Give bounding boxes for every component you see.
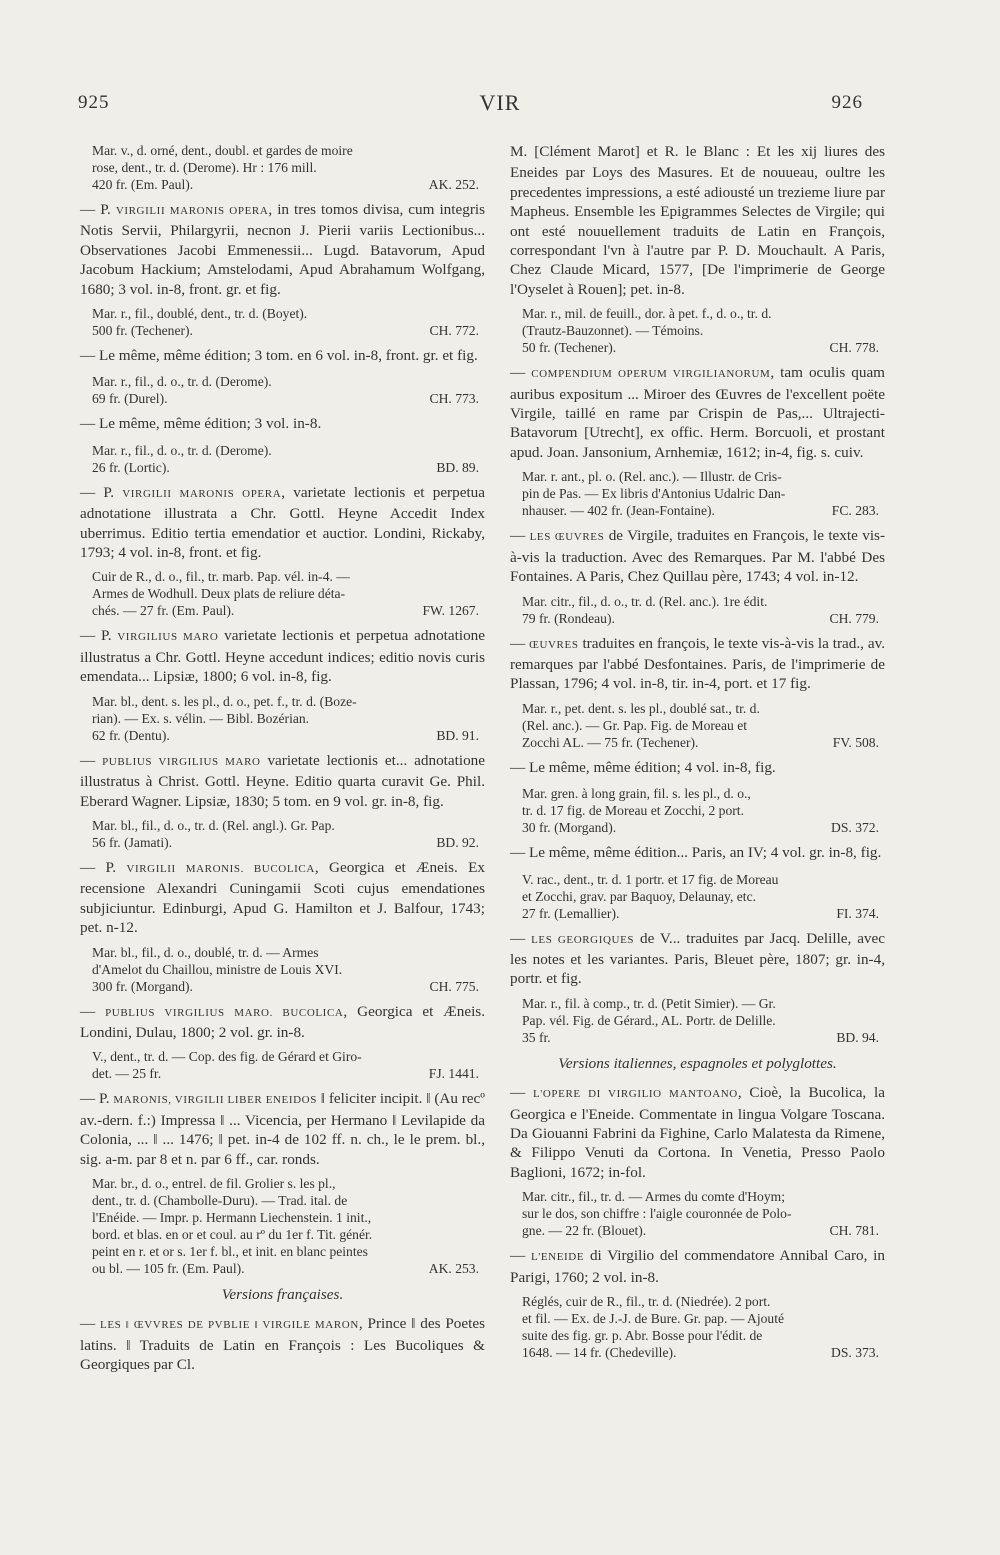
sale-reference: FW. 1267.: [422, 603, 479, 619]
note-line: Mar. r., fil., d. o., tr. d. (Derome).: [92, 374, 272, 390]
sale-price: chés. — 27 fr. (Em. Paul).: [92, 603, 235, 619]
sale-reference: AK. 253.: [428, 1260, 479, 1276]
entry-text: , Prince ‖ des Poetes latins. ‖ Traduits de Latin en François : Les Bucoliques & Georgiques par Cl.: [80, 1315, 485, 1374]
sale-reference: CH. 773.: [429, 391, 479, 407]
note-line: Mar. r., mil. de feuill., dor. à pet. f., d. o., tr. d.: [522, 306, 772, 322]
note-sale-row: [522, 734, 885, 751]
entry-text: , Georgica et Æneis. Londini, Dulau, 1800; 2 vol. gr. in-8.: [80, 1002, 485, 1041]
sale-price: 35 fr.: [522, 1029, 551, 1045]
entry-text: , varietate lectionis et perpetua adnotatione illustrata a Chr. Gottl. Heyne Accedit Index uberrimus. Editio tertia emendatior et auctior. Londini, Rickaby, 1793; 4 vol. in-8, front. et fig.: [80, 483, 486, 562]
entry-text: di Virgilio del commendatore Annibal Caro, in Parigi, 1760; 2 vol. in-8.: [510, 1247, 885, 1286]
note-sale-row: [522, 819, 885, 836]
entry-text: , in tres tomos divisa, cum integris Notis Servii, Philargyrii, necnon J. Pierii variis Lectionibus... Observationes Jacobi Emmenessii... Lugd. Batavorum, Apud Jacobum Hackium; Amstelodami, Apud Abrahamum Wolfgang, 1680; 3 vol. in-8, front. gr. et fig.: [80, 201, 486, 298]
sale-reference: DS. 373.: [831, 1345, 879, 1360]
entry-lead: — P.: [80, 1090, 114, 1108]
note-sale-row: [522, 1222, 885, 1239]
sale-reference: BD. 89.: [436, 459, 479, 475]
entry-text: traduites en françois, le texte vis-à-vis la trad., av. remarques par l'abbé Desfontaines. Paris, de l'imprimerie de Plassan, 1796; 4 vol. in-8, tir. in-4, port. et 17 fig.: [510, 634, 886, 693]
note-line: Mar. citr., fil., tr. d. — Armes du comte d'Hoym;: [522, 1189, 785, 1205]
note-line: V., dent., tr. d. — Cop. des fig. de Gérard et Giro-: [92, 1049, 362, 1065]
entry-text: , Georgica et Æneis. Ex recensione Alexandri Cuningamii Scoti cujus emendationes subjiciuntur. Edinburgi, Apud G. Hamilton et J. Balfour, 1743; pet. n-12.: [80, 858, 486, 937]
bibliographic-entry: [510, 1083, 885, 1182]
note-line: Mar. br., d. o., entrel. de fil. Grolier s. les pl.,: [92, 1175, 336, 1191]
entry-lead: —: [80, 415, 99, 433]
note-line: (Trautz-Bauzonnet). — Témoins.: [522, 323, 704, 339]
entry-lead: —: [80, 1315, 101, 1333]
binding-note: [80, 568, 485, 619]
bibliographic-entry: [510, 526, 885, 586]
entry-title: LES GEORGIQUES: [531, 933, 635, 946]
entry-lead: —: [510, 929, 532, 947]
sale-reference: FJ. 1441.: [428, 1066, 479, 1082]
note-sale-row: [92, 322, 485, 339]
binding-note: [510, 871, 885, 922]
note-sale-row: [92, 978, 485, 995]
sale-reference: FI. 374.: [836, 905, 879, 921]
left-column: [80, 142, 485, 1381]
entry-lead: — P.: [80, 627, 118, 645]
entry-title: PUBLIUS VIRGILIUS MARO. BUCOLICA: [105, 1006, 344, 1019]
entry-title: PUBLIUS VIRGILIUS MARO: [102, 755, 261, 768]
sale-reference: BD. 94.: [836, 1029, 879, 1045]
note-line: suite des fig. gr. p. Abr. Bosse pour l'édit. de: [522, 1328, 763, 1343]
entry-lead: —: [80, 1002, 106, 1020]
binding-note: [510, 593, 885, 627]
sale-reference: AK. 252.: [428, 177, 479, 192]
note-sale-row: [92, 390, 485, 407]
note-line: V. rac., dent., tr. d. 1 portr. et 17 fig. de Moreau: [522, 871, 779, 887]
entry-text: de V... traduites par Jacq. Delille, avec les notes et les variantes. Paris, Bleuet père, 1807; gr. in-4, portr. et fig.: [510, 929, 886, 988]
right-column: [510, 142, 885, 1368]
sale-price: 500 fr. (Techener).: [92, 323, 193, 339]
section-heading: Versions italiennes, espagnoles et polyglottes.: [558, 1054, 837, 1072]
section-heading: Versions françaises.: [221, 1285, 344, 1303]
note-sale-row: [92, 727, 485, 744]
entry-title: VIRGILII MARONIS OPERA: [115, 205, 269, 217]
bibliographic-entry: [510, 758, 885, 779]
bibliographic-entry: [80, 858, 485, 938]
sale-price: gne. — 22 fr. (Blouet).: [522, 1223, 647, 1239]
sale-reference: FC. 283.: [831, 503, 879, 519]
entry-title: LES ŒUVRES: [529, 531, 605, 544]
sale-reference: CH. 772.: [429, 323, 479, 339]
note-line: Mar. citr., fil., d. o., tr. d. (Rel. anc.). 1re édit.: [522, 593, 768, 609]
entry-lead: —: [80, 751, 103, 769]
sale-reference: BD. 91.: [436, 727, 479, 743]
binding-note: [510, 305, 885, 356]
sale-price: Zocchi AL. — 75 fr. (Techener).: [522, 734, 699, 750]
note-sale-row: [522, 905, 885, 922]
note-line: Cuir de R., d. o., fil., tr. marb. Pap. vél. in-4. —: [92, 569, 350, 585]
entry-title: VIRGILIUS MARO: [117, 631, 219, 644]
note-line: Mar. gren. à long grain, fil. s. les pl., d. o.,: [522, 786, 751, 802]
left-page-number: 925: [78, 92, 110, 113]
note-line: Réglés, cuir de R., fil., tr. d. (Niedrée). 2 port.: [522, 1294, 771, 1309]
binding-note: [80, 693, 485, 744]
binding-note: [80, 1048, 485, 1082]
note-line: pin de Pas. — Ex libris d'Antonius Udalric Dan-: [522, 486, 786, 502]
entry-text: , Cioè, la Bucolica, la Georgica e l'Eneide. Commentate in lingua Volgare Toscana. Da Giouanni Fabrini da Fighine, Carlo Malatesta da Rimene, & Filippo Venuti da Cortona. In Venetia, Presso Paolo Baglioni, 1672; in-fol.: [510, 1084, 885, 1181]
note-sale-row: [92, 602, 485, 619]
entry-title: ŒUVRES: [529, 638, 579, 651]
entry-lead: — P.: [80, 201, 116, 218]
bibliographic-entry: [510, 634, 885, 694]
entry-text: Le même, même édition; 3 tom. en 6 vol. in-8, front. gr. et fig.: [98, 347, 478, 365]
note-line: Pap. vél. Fig. de Gérard., AL. Portr. de Delille.: [522, 1012, 776, 1028]
note-line: l'Enéide. — Impr. p. Hermann Liechenstein. 1 init.,: [92, 1209, 372, 1225]
entry-title: MARONIS, VIRGILII LIBER ENEIDOS: [113, 1094, 317, 1107]
bibliographic-entry: [510, 929, 885, 989]
note-line: rose, dent., tr. d. (Derome). Hr : 176 mill.: [92, 160, 317, 175]
sale-price: ou bl. — 105 fr. (Em. Paul).: [92, 1260, 245, 1276]
binding-note: [80, 817, 485, 851]
note-line: Mar. bl., dent. s. les pl., d. o., pet. f., tr. d. (Boze-: [92, 693, 357, 709]
bibliographic-entry: [510, 142, 885, 299]
note-line: dent., tr. d. (Chambolle-Duru). — Trad. ital. de: [92, 1192, 348, 1208]
entry-text: , tam oculis quam auribus expositum ... Miroer des Œuvres de l'excellent poëte Virgile, taillé en rame par Crispin de Pas,... Ultrajecti-Batavorum [Utrecht], ex offic. Herm. Borcuoli, et prostant apud. Joan. Jansonium, Arnhemiæ, 1612; in-4, fig. s. cuiv.: [510, 364, 885, 461]
note-line: rian). — Ex. s. vélin. — Bibl. Bozérian.: [92, 710, 310, 726]
note-line: Armes de Wodhull. Deux plats de reliure déta-: [92, 586, 346, 602]
sale-reference: CH. 781.: [829, 1223, 879, 1239]
bibliographic-entry: [80, 1314, 485, 1374]
entry-text: Le même, même édition... Paris, an IV; 4 vol. gr. in-8, fig.: [528, 844, 882, 862]
bibliographic-entry: [80, 346, 485, 367]
entry-lead: —: [510, 758, 529, 776]
note-line: peint en r. et or s. 1er f. bl., et init. en blanc peintes: [92, 1243, 368, 1259]
note-line: Mar. r., fil., doublé, dent., tr. d. (Boyet).: [92, 306, 308, 322]
sale-price: 56 fr. (Jamati).: [92, 834, 173, 850]
running-head: VIR: [479, 90, 521, 115]
bibliographic-entry: [80, 200, 485, 299]
bibliographic-entry: [80, 1089, 485, 1169]
note-line: et Zocchi, grav. par Baquoy, Delaunay, etc.: [522, 888, 757, 904]
binding-note: [80, 1175, 485, 1277]
binding-note: [510, 1293, 885, 1361]
sale-price: 420 fr. (Em. Paul).: [92, 177, 194, 192]
entry-text: ‖ feliciter incipit. ‖ (Au recº av.-dern. f.:) Impressa ‖ ... Vicencia, per Hermano ‖ Levilapide da Colonia, ... ‖ ... 1476; ‖ pet. in-4 de 102 ff. n. ch., le le prem. bl., sig. a-m. par 8 et n. par 6 ff., car. ronds.: [80, 1090, 486, 1168]
entry-text: varietate lectionis et... adnotatione illustratus à Christ. Gottl. Heyne. Editio quarta curavit Ge. Phil. Eberard Wagner. Lipsiæ, 1830; 5 tom. en 9 vol. gr. in-8, fig.: [80, 751, 485, 810]
sale-price: 300 fr. (Morgand).: [92, 978, 193, 994]
binding-note: [510, 1188, 885, 1239]
binding-note: [510, 995, 885, 1046]
note-sale-row: [92, 1065, 485, 1082]
entry-lead: —: [510, 527, 530, 545]
entry-text: Le même, même édition; 4 vol. in-8, fig.: [528, 758, 776, 776]
entry-lead: —: [510, 634, 530, 652]
note-line: Mar. r., fil., d. o., tr. d. (Derome).: [92, 442, 272, 458]
sale-price: 69 fr. (Durel).: [92, 391, 168, 407]
sale-price: 30 fr. (Morgand).: [522, 820, 617, 836]
note-sale-row: [522, 610, 885, 627]
sale-reference: BD. 92.: [436, 834, 479, 850]
entry-lead: —: [510, 364, 532, 382]
note-line: tr. d. 17 fig. de Moreau et Zocchi, 2 port.: [522, 803, 744, 819]
note-line: Mar. r., pet. dent. s. les pl., doublé sat., tr. d.: [522, 700, 760, 716]
note-line: sur le dos, son chiffre : l'aigle couronnée de Polo-: [522, 1206, 792, 1222]
binding-note: [510, 700, 885, 751]
binding-note: [80, 442, 485, 476]
note-line: Mar. bl., fil., d. o., doublé, tr. d. — Armes: [92, 944, 319, 960]
note-line: et fil. — Ex. de J.-J. de Bure. Gr. pap. — Ajouté: [522, 1311, 785, 1326]
entry-text: varietate lectionis et perpetua adnotatione illustratus a Chr. Gottl. Heyne accedunt indices; editio novis curis emendata... Lipsiæ, 1800; 6 vol. in-8, fig.: [80, 627, 486, 686]
sale-reference: CH. 779.: [829, 610, 879, 626]
entry-lead: —: [510, 1084, 533, 1102]
note-sale-row: [522, 339, 885, 356]
entry-title: L'ENEIDE: [530, 1251, 585, 1264]
entry-lead: —: [510, 844, 529, 862]
bibliographic-entry: [80, 626, 485, 686]
entry-title: L'OPERE DI VIRGILIO MANTOANO: [532, 1088, 738, 1101]
entry-title: LES ‖ ŒVVRES DE PVBLIE ‖ VIRGILE MARON: [100, 1319, 359, 1332]
sale-reference: FV. 508.: [832, 734, 879, 750]
binding-note: [80, 944, 485, 995]
note-line: d'Amelot du Chaillou, ministre de Louis XVI.: [92, 961, 343, 977]
bibliographic-entry: [510, 363, 885, 462]
sale-reference: CH. 778.: [829, 340, 879, 356]
entry-lead: — P.: [80, 858, 127, 876]
sale-price: det. — 25 fr.: [92, 1066, 162, 1082]
binding-note: [510, 468, 885, 519]
sale-price: 62 fr. (Dentu).: [92, 727, 170, 743]
sale-reference: DS. 372.: [831, 820, 879, 836]
binding-note: [80, 305, 485, 339]
note-line: Mar. r. ant., pl. o. (Rel. anc.). — Illustr. de Cris-: [522, 469, 782, 485]
bibliographic-entry: [80, 1002, 485, 1043]
sale-price: 50 fr. (Techener).: [522, 340, 617, 356]
entry-text: de Virgile, traduites en François, le texte vis-à-vis la traduction. Avec des Remarques. Par M. l'abbé Des Fontaines. A Paris, Chez Quillau père, 1743; 4 vol. in-12.: [510, 527, 886, 586]
entry-title: COMPENDIUM OPERUM VIRGILIANORUM: [531, 368, 771, 381]
binding-note: [80, 142, 485, 193]
note-line: (Rel. anc.). — Gr. Pap. Fig. de Moreau et: [522, 717, 748, 733]
entry-title: VIRGILII MARONIS OPERA: [122, 487, 282, 500]
sale-price: 26 fr. (Lortic).: [92, 459, 170, 475]
note-sale-row: [92, 1260, 485, 1277]
binding-note: [80, 373, 485, 407]
entry-text: Le même, même édition; 3 vol. in-8.: [98, 415, 322, 433]
entry-text: M. [Clément Marot] et R. le Blanc : Et les xij liures des Eneides par Loys des Masures. Et de nouueau, oultre les precedentes impressions, a esté adiousté un trezieme liure par Mapheus. Ensemble les Epigrammes Selectes de Virgile; qui ont esté nouuellement traduits de Latin en François, correspondant l'vn à l'autre par P. D. Mouchault. A Paris, Chez Claude Micard, 1577, [De l'imprimerie de George l'Oyselet à Rouen]; pet. in-8.: [510, 143, 885, 298]
sale-price: 27 fr. (Lemallier).: [522, 905, 620, 921]
entry-lead: —: [510, 1247, 531, 1265]
sale-price: 79 fr. (Rondeau).: [522, 610, 615, 626]
bibliographic-entry: [80, 483, 485, 563]
note-line: bord. et blas. en or et coul. au rº du 1er f. Tit. génér.: [92, 1226, 373, 1242]
note-sale-row: [522, 1344, 885, 1361]
entry-lead: — P.: [80, 483, 123, 501]
right-page-number: 926: [831, 92, 863, 113]
note-sale-row: [92, 459, 485, 476]
note-sale-row: [92, 176, 485, 193]
sale-price: nhauser. — 402 fr. (Jean-Fontaine).: [522, 503, 715, 519]
entry-lead: —: [80, 347, 99, 365]
bibliographic-entry: [510, 843, 885, 864]
note-line: Mar. bl., fil., d. o., tr. d. (Rel. angl.). Gr. Pap.: [92, 817, 335, 833]
note-sale-row: [92, 834, 485, 851]
binding-note: [510, 785, 885, 836]
note-line: Mar. v., d. orné, dent., doubl. et gardes de moire: [92, 143, 353, 158]
entry-title: VIRGILII MARONIS. BUCOLICA: [126, 862, 315, 875]
sale-reference: CH. 775.: [429, 978, 479, 994]
bibliographic-entry: [80, 751, 485, 811]
note-sale-row: [522, 502, 885, 519]
bibliographic-entry: [510, 1246, 885, 1287]
bibliographic-entry: [80, 414, 485, 435]
note-sale-row: [522, 1029, 885, 1046]
note-line: Mar. r., fil. à comp., tr. d. (Petit Simier). — Gr.: [522, 995, 776, 1011]
sale-price: 1648. — 14 fr. (Chedeville).: [522, 1345, 677, 1360]
